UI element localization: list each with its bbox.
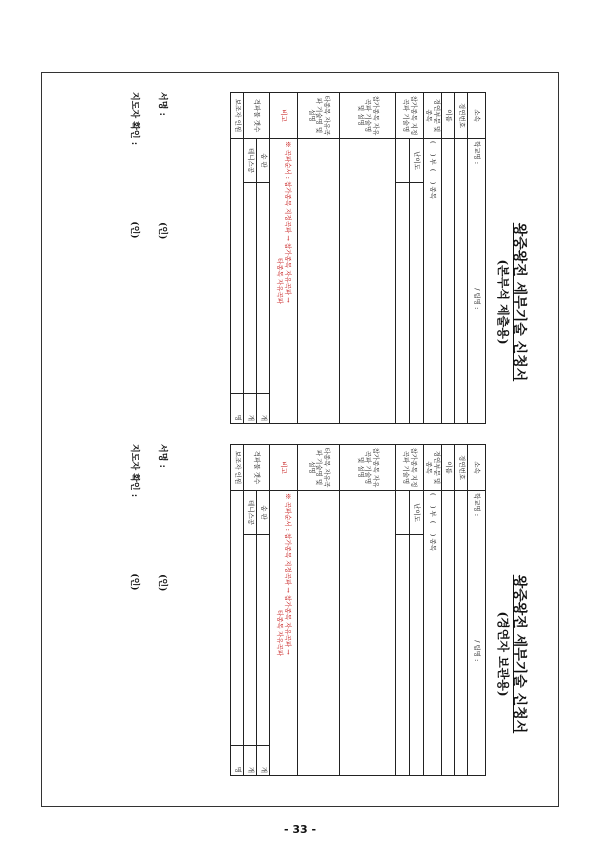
other-free-label: 타종목 자유곡파 기술명 및 설명 [298, 93, 340, 139]
pine-label: 송 판 [257, 139, 270, 183]
entry-number-field[interactable] [455, 139, 468, 424]
pine-field[interactable] [257, 535, 270, 746]
signature-label: 서명 : [157, 444, 167, 468]
difficulty-field[interactable] [396, 491, 410, 535]
difficulty-field[interactable] [396, 139, 410, 183]
entry-number-field[interactable] [455, 491, 468, 776]
form-subtitle: (경연자 보관용) [496, 611, 510, 697]
application-table [230, 444, 486, 776]
tennis-field[interactable] [244, 183, 257, 394]
supervisor-line [129, 444, 142, 591]
entry-number-label: 경연번호 [455, 93, 468, 139]
signature-seal[interactable]: (인) [157, 574, 167, 592]
tennis-unit: 개 [244, 393, 257, 423]
team-label: / 팀명 : [473, 640, 482, 662]
designated-field-2[interactable] [396, 183, 410, 424]
pine-unit: 개 [257, 393, 270, 423]
assist-label: 보조자 인원 [231, 93, 244, 139]
other-free-field[interactable] [298, 139, 340, 424]
free-skill-field[interactable] [340, 491, 396, 776]
designated-field[interactable] [410, 535, 424, 776]
affiliation-field[interactable] [468, 139, 486, 424]
pine-label: 송 판 [257, 491, 270, 535]
affiliation-label: 소속 [468, 445, 486, 491]
school-label: 학교명 : [473, 493, 482, 517]
tennis-unit: 개 [244, 745, 257, 775]
entry-number-label: 경연번호 [455, 445, 468, 491]
tennis-field[interactable] [244, 535, 257, 746]
remarks-text [270, 491, 298, 776]
name-field[interactable] [442, 491, 455, 776]
event-field[interactable]: ( ) 부 ( ) 종목 [424, 491, 442, 776]
supervisor-label: 지도자 확인 : [129, 444, 139, 498]
free-skill-field[interactable] [340, 139, 396, 424]
assist-unit: 명 [231, 745, 244, 775]
form-title: 왕중왕전 세부기술 신청서 [511, 222, 527, 382]
event-label: 경연부문 및 종목 [424, 93, 442, 139]
count-label: 격파물 갯수 [244, 445, 270, 491]
assist-label: 보조자 인원 [231, 445, 244, 491]
other-free-label: 타종목 자유곡파 기술명 및 설명 [298, 445, 340, 491]
name-field[interactable] [442, 139, 455, 424]
pine-unit: 개 [257, 745, 270, 775]
remarks-label: 비고 [270, 93, 298, 139]
supervisor-seal[interactable]: (인) [129, 221, 139, 239]
other-free-field[interactable] [298, 491, 340, 776]
supervisor-line [129, 92, 142, 239]
remarks-label: 비고 [270, 445, 298, 491]
signature-label: 서명 : [157, 92, 167, 116]
supervisor-seal[interactable]: (인) [129, 573, 139, 591]
free-skill-label: 참가종목 자유곡파 기술명 및 설명 [340, 445, 396, 491]
team-label: / 팀명 : [473, 288, 482, 310]
free-skill-label: 참가종목 자유곡파 기술명 및 설명 [340, 93, 396, 139]
difficulty-label: 난이도 [410, 491, 424, 535]
remarks-text [270, 139, 298, 424]
remarks-line: ※ 곡파순서 : 참가종목 지정곡파 → 참가종목 자유곡파 → [283, 493, 292, 655]
count-label: 격파물 갯수 [244, 93, 270, 139]
pine-field[interactable] [257, 183, 270, 394]
tennis-label: 테니스공 [244, 491, 257, 535]
designated-label: 참가종목 지정곡파 기술명 [396, 93, 424, 139]
difficulty-label: 난이도 [410, 139, 424, 183]
assist-field[interactable] [231, 139, 244, 394]
assist-field[interactable] [231, 491, 244, 746]
signature-line [157, 92, 170, 239]
school-label: 학교명 : [473, 141, 482, 165]
application-table [230, 92, 486, 424]
form-subtitle: (본부석 제출용) [496, 259, 510, 345]
designated-field-2[interactable] [396, 535, 410, 776]
form-title: 왕중왕전 세부기술 신청서 [511, 574, 527, 734]
affiliation-field[interactable] [468, 491, 486, 776]
event-field[interactable]: ( ) 부 ( ) 종목 [424, 139, 442, 424]
page-number: - 33 - [283, 823, 317, 836]
designated-field[interactable] [410, 183, 424, 424]
remarks-line: ※ 곡파순서 : 참가종목 지정곡파 → 참가종목 자유곡파 → [283, 141, 292, 303]
tennis-label: 테니스공 [244, 139, 257, 183]
affiliation-label: 소속 [468, 93, 486, 139]
assist-unit: 명 [231, 393, 244, 423]
remarks-line: 타종목 자유곡파 [276, 609, 285, 657]
designated-label: 참가종목 지정곡파 기술명 [396, 445, 424, 491]
name-label: 이름 [442, 445, 455, 491]
name-label: 이름 [442, 93, 455, 139]
event-label: 경연부문 및 종목 [424, 445, 442, 491]
signature-line [157, 444, 170, 591]
supervisor-label: 지도자 확인 : [129, 92, 139, 146]
signature-seal[interactable]: (인) [157, 222, 167, 240]
remarks-line: 타종목 자유곡파 [276, 257, 285, 305]
